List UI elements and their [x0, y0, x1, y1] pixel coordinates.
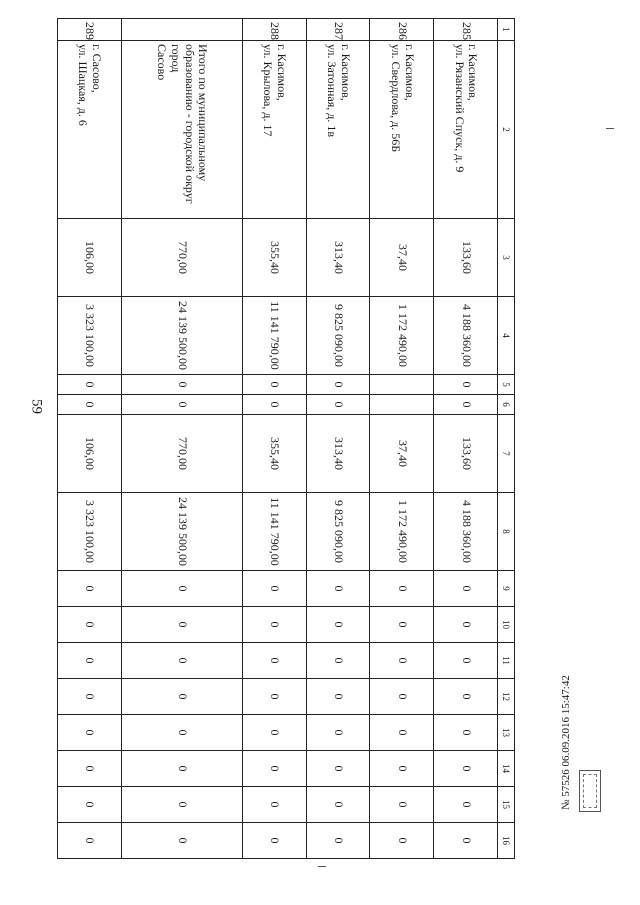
value-cell-c10: 0	[370, 607, 434, 643]
column-number: 9	[498, 571, 515, 607]
value-cell-c6: 0	[58, 395, 122, 415]
column-number: 3	[498, 219, 515, 297]
row-number: 287	[306, 19, 370, 41]
column-number: 5	[498, 375, 515, 395]
table-row	[58, 19, 122, 859]
value-cell-c12: 0	[121, 679, 242, 715]
value-cell-c7: 133,60	[434, 415, 498, 493]
address-line: Сасово	[155, 44, 170, 81]
address-cell	[370, 41, 434, 219]
value-cell-c11: 0	[58, 643, 122, 679]
value-cell-c10: 0	[121, 607, 242, 643]
address-line: Итого по муниципальному	[196, 44, 211, 182]
value-cell-c7: 37,40	[370, 415, 434, 493]
address-cell	[243, 41, 307, 219]
value-cell-c13: 0	[370, 715, 434, 751]
value-cell-c8: 24 139 500,00	[121, 493, 242, 571]
value-cell-c13: 0	[121, 715, 242, 751]
value-cell-c14: 0	[121, 751, 242, 787]
value-cell-c5: 0	[243, 375, 307, 395]
value-cell-c16: 0	[370, 823, 434, 859]
value-cell-c14: 0	[306, 751, 370, 787]
value-cell-c9: 0	[121, 571, 242, 607]
value-cell-c6	[370, 395, 434, 415]
address-line: образованию - городской округ город	[168, 44, 197, 204]
value-cell-c15: 0	[370, 787, 434, 823]
value-cell-c16: 0	[243, 823, 307, 859]
address-line: ул. Свердлова, д. 56Б	[388, 44, 403, 153]
value-cell-c9: 0	[58, 571, 122, 607]
address-line: г. Касимов,	[402, 44, 417, 101]
value-cell-c12: 0	[306, 679, 370, 715]
column-number: 8	[498, 493, 515, 571]
value-cell-c3: 770,00	[121, 219, 242, 297]
value-cell-c14: 0	[58, 751, 122, 787]
value-cell-c3: 106,00	[58, 219, 122, 297]
value-cell-c4: 11 141 790,00	[243, 297, 307, 375]
value-cell-c10: 0	[58, 607, 122, 643]
value-cell-c9: 0	[370, 571, 434, 607]
value-cell-c6: 0	[434, 395, 498, 415]
value-cell-c16: 0	[121, 823, 242, 859]
value-cell-c3: 313,40	[306, 219, 370, 297]
value-cell-c12: 0	[434, 679, 498, 715]
address-line: ул. Затонная, д. 1в	[325, 44, 340, 138]
value-cell-c15: 0	[306, 787, 370, 823]
value-cell-c16: 0	[306, 823, 370, 859]
value-cell-c4: 1 172 490,00	[370, 297, 434, 375]
address-line: г. Касимов,	[275, 44, 290, 101]
column-number: 15	[498, 787, 515, 823]
table-row	[434, 19, 498, 859]
column-number: 2	[498, 41, 515, 219]
value-cell-c6: 0	[121, 395, 242, 415]
value-cell-c12: 0	[370, 679, 434, 715]
address-cell	[121, 41, 242, 219]
row-number: 288	[243, 19, 307, 41]
table-row	[243, 19, 307, 859]
row-number: 285	[434, 19, 498, 41]
value-cell-c8: 11 141 790,00	[243, 493, 307, 571]
value-cell-c13: 0	[58, 715, 122, 751]
scan-mark	[606, 128, 614, 129]
value-cell-c11: 0	[243, 643, 307, 679]
value-cell-c16: 0	[434, 823, 498, 859]
table-row	[370, 19, 434, 859]
value-cell-c12: 0	[58, 679, 122, 715]
registry-stamp	[579, 770, 601, 812]
column-number: 4	[498, 297, 515, 375]
column-number: 7	[498, 415, 515, 493]
value-cell-c7: 770,00	[121, 415, 242, 493]
value-cell-c3: 355,40	[243, 219, 307, 297]
address-line: г. Касимов,	[466, 44, 481, 101]
value-cell-c8: 4 188 360,00	[434, 493, 498, 571]
value-cell-c5: 0	[434, 375, 498, 395]
value-cell-c13: 0	[434, 715, 498, 751]
row-number: 286	[370, 19, 434, 41]
value-cell-c4: 4 188 360,00	[434, 297, 498, 375]
value-cell-c6: 0	[243, 395, 307, 415]
value-cell-c11: 0	[434, 643, 498, 679]
column-number-row	[498, 19, 515, 859]
value-cell-c14: 0	[434, 751, 498, 787]
value-cell-c5: 0	[306, 375, 370, 395]
value-cell-c8: 3 323 100,00	[58, 493, 122, 571]
value-cell-c3: 37,40	[370, 219, 434, 297]
value-cell-c16: 0	[58, 823, 122, 859]
value-cell-c9: 0	[306, 571, 370, 607]
value-cell-c4: 9 825 090,00	[306, 297, 370, 375]
value-cell-c4: 24 139 500,00	[121, 297, 242, 375]
row-number	[121, 19, 242, 41]
address-cell	[58, 41, 122, 219]
value-cell-c14: 0	[243, 751, 307, 787]
rotated-table-sheet	[57, 18, 515, 850]
value-cell-c10: 0	[434, 607, 498, 643]
address-line: ул. Рязанский Спуск, д. 9	[452, 44, 467, 173]
value-cell-c10: 0	[243, 607, 307, 643]
value-cell-c15: 0	[121, 787, 242, 823]
value-cell-c9: 0	[434, 571, 498, 607]
column-number: 6	[498, 395, 515, 415]
value-cell-c13: 0	[243, 715, 307, 751]
value-cell-c14: 0	[370, 751, 434, 787]
address-line: г. Касимов,	[338, 44, 353, 101]
table-body	[58, 19, 515, 859]
value-cell-c13: 0	[306, 715, 370, 751]
value-cell-c11: 0	[306, 643, 370, 679]
value-cell-c8: 1 172 490,00	[370, 493, 434, 571]
address-line: ул. Крылова, д. 17	[261, 44, 276, 137]
registration-footer: № 57526 06.09.2016 15:47:42	[560, 675, 572, 810]
value-cell-c7: 355,40	[243, 415, 307, 493]
value-cell-c7: 313,40	[306, 415, 370, 493]
page-number: 59	[28, 399, 45, 414]
value-cell-c4: 3 323 100,00	[58, 297, 122, 375]
column-number: 13	[498, 715, 515, 751]
value-cell-c7: 106,00	[58, 415, 122, 493]
column-number: 10	[498, 607, 515, 643]
value-cell-c9: 0	[243, 571, 307, 607]
value-cell-c10: 0	[306, 607, 370, 643]
data-table	[57, 18, 515, 859]
value-cell-c5: 0	[121, 375, 242, 395]
value-cell-c15: 0	[58, 787, 122, 823]
value-cell-c8: 9 825 090,00	[306, 493, 370, 571]
column-number: 16	[498, 823, 515, 859]
column-number: 12	[498, 679, 515, 715]
scan-mark	[318, 866, 326, 867]
address-line: г. Сасово,	[90, 44, 105, 93]
address-line: ул. Шацкая, д. 6	[76, 44, 91, 126]
value-cell-c3: 133,60	[434, 219, 498, 297]
address-cell	[434, 41, 498, 219]
column-number: 1	[498, 19, 515, 41]
column-number: 14	[498, 751, 515, 787]
value-cell-c11: 0	[121, 643, 242, 679]
row-number: 289	[58, 19, 122, 41]
column-number: 11	[498, 643, 515, 679]
table-row	[121, 19, 242, 859]
address-cell	[306, 41, 370, 219]
table-row	[306, 19, 370, 859]
value-cell-c11: 0	[370, 643, 434, 679]
value-cell-c15: 0	[243, 787, 307, 823]
value-cell-c5	[370, 375, 434, 395]
value-cell-c15: 0	[434, 787, 498, 823]
value-cell-c6: 0	[306, 395, 370, 415]
value-cell-c5: 0	[58, 375, 122, 395]
value-cell-c12: 0	[243, 679, 307, 715]
